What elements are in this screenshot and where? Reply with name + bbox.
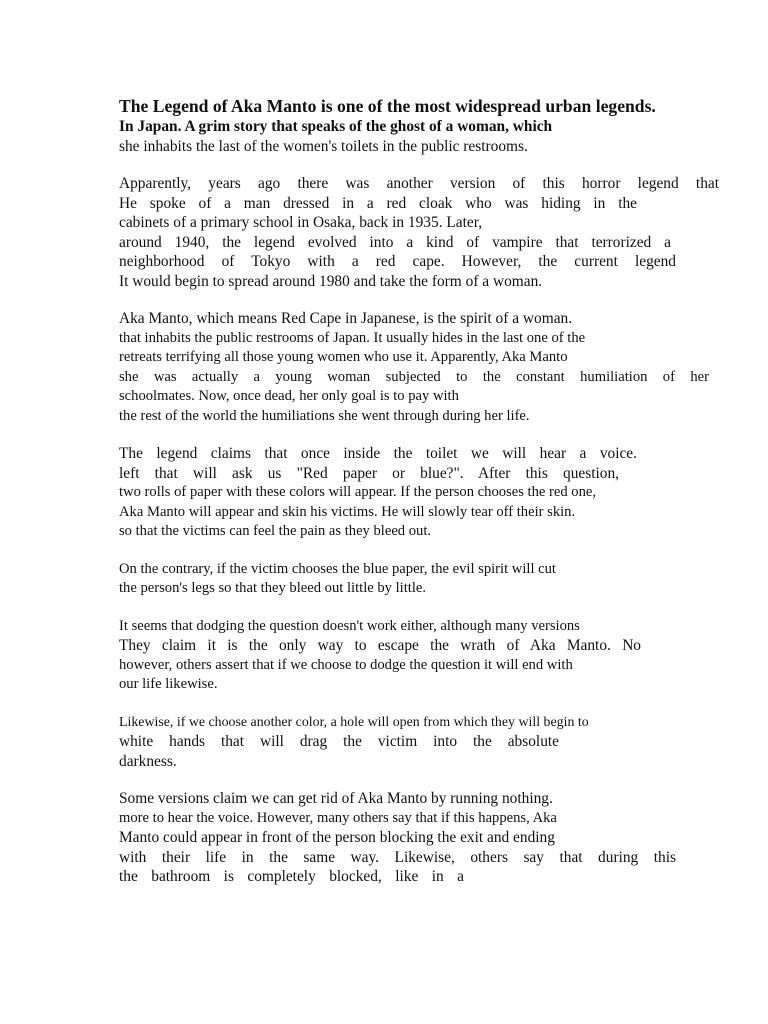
paragraph-line: with their life in the same way. Likewise, others say that during this — [119, 848, 676, 866]
paragraph-8 — [119, 789, 719, 887]
paragraph-line: The legend claims that once inside the toilet we will hear a voice. — [119, 445, 637, 462]
document-title: The Legend of Aka Manto is one of the most widespread urban legends. — [119, 96, 656, 116]
paragraph-line: In Japan. A grim story that speaks of the ghost of a woman, which — [119, 118, 553, 135]
paragraph-line: she was actually a young woman subjected to the constant humiliation of her — [119, 368, 709, 385]
paragraph-5 — [119, 560, 719, 599]
paragraph-line: Aka Manto, which means Red Cape in Japanese, is the spirit of a woman. — [119, 310, 573, 327]
paragraph-1 — [119, 117, 719, 156]
paragraph-line: our life likewise. — [119, 676, 218, 692]
paragraph-line: around 1940, the legend evolved into a kind of vampire that terrorized a — [119, 233, 671, 251]
paragraph-line: the person's legs so that they bleed out little by little. — [119, 580, 427, 596]
paragraph-line: darkness. — [119, 752, 177, 770]
paragraph-line: cabinets of a primary school in Osaka, back in 1935. Later, — [119, 214, 483, 231]
paragraph-line: left that will ask us "Red paper or blue?". After this question, — [119, 464, 619, 482]
paragraph-line: the bathroom is completely blocked, like in a — [119, 868, 464, 885]
paragraph-line: more to hear the voice. However, many others say that if this happens, Aka — [119, 809, 557, 826]
paragraph-line: two rolls of paper with these colors will appear. If the person chooses the red one, — [119, 484, 596, 500]
paragraph-7 — [119, 713, 719, 772]
paragraph-line: retreats terrifying all those young women who use it. Apparently, Aka Manto — [119, 349, 568, 365]
paragraph-line: They claim it is the only way to escape the wrath of Aka Manto. No — [119, 637, 641, 654]
paragraph-line: It would begin to spread around 1980 and take the form of a woman. — [119, 272, 543, 290]
paragraph-2 — [119, 174, 719, 291]
paragraph-line: white hands that will drag the victim into the absolute — [119, 733, 559, 750]
paragraph-line: On the contrary, if the victim chooses the blue paper, the evil spirit will cut — [119, 560, 556, 577]
paragraph-line: Apparently, years ago there was another version of this horror legend that — [119, 175, 719, 192]
paragraph-line: neighborhood of Tokyo with a red cape. However, the current legend — [119, 253, 676, 270]
paragraph-line: Likewise, if we choose another color, a hole will open from which they will begin to — [119, 714, 589, 730]
paragraph-3 — [119, 309, 719, 426]
paragraph-line: Manto could appear in front of the person blocking the exit and ending — [119, 829, 555, 846]
paragraph-line: she inhabits the last of the women's toilets in the public restrooms. — [119, 137, 528, 155]
paragraph-line: Aka Manto will appear and skin his victims. He will slowly tear off their skin. — [119, 503, 576, 520]
paragraph-line: Some versions claim we can get rid of Aka Manto by running nothing. — [119, 790, 553, 807]
paragraph-line: It seems that dodging the question doesn't work either, although many versions — [119, 617, 580, 634]
paragraph-line: the rest of the world the humiliations she went through during her life. — [119, 407, 530, 424]
document-body — [119, 95, 719, 905]
paragraph-line: schoolmates. Now, once dead, her only goal is to pay with — [119, 388, 459, 404]
paragraph-line: so that the victims can feel the pain as they bleed out. — [119, 523, 432, 539]
paragraph-4 — [119, 444, 719, 542]
paragraph-line: He spoke of a man dressed in a red cloak who was hiding in the — [119, 194, 637, 212]
paragraph-line: that inhabits the public restrooms of Japan. It usually hides in the last one of the — [119, 329, 586, 346]
paragraph-line: however, others assert that if we choose to dodge the question it will end with — [119, 656, 573, 673]
paragraph-6 — [119, 617, 719, 695]
